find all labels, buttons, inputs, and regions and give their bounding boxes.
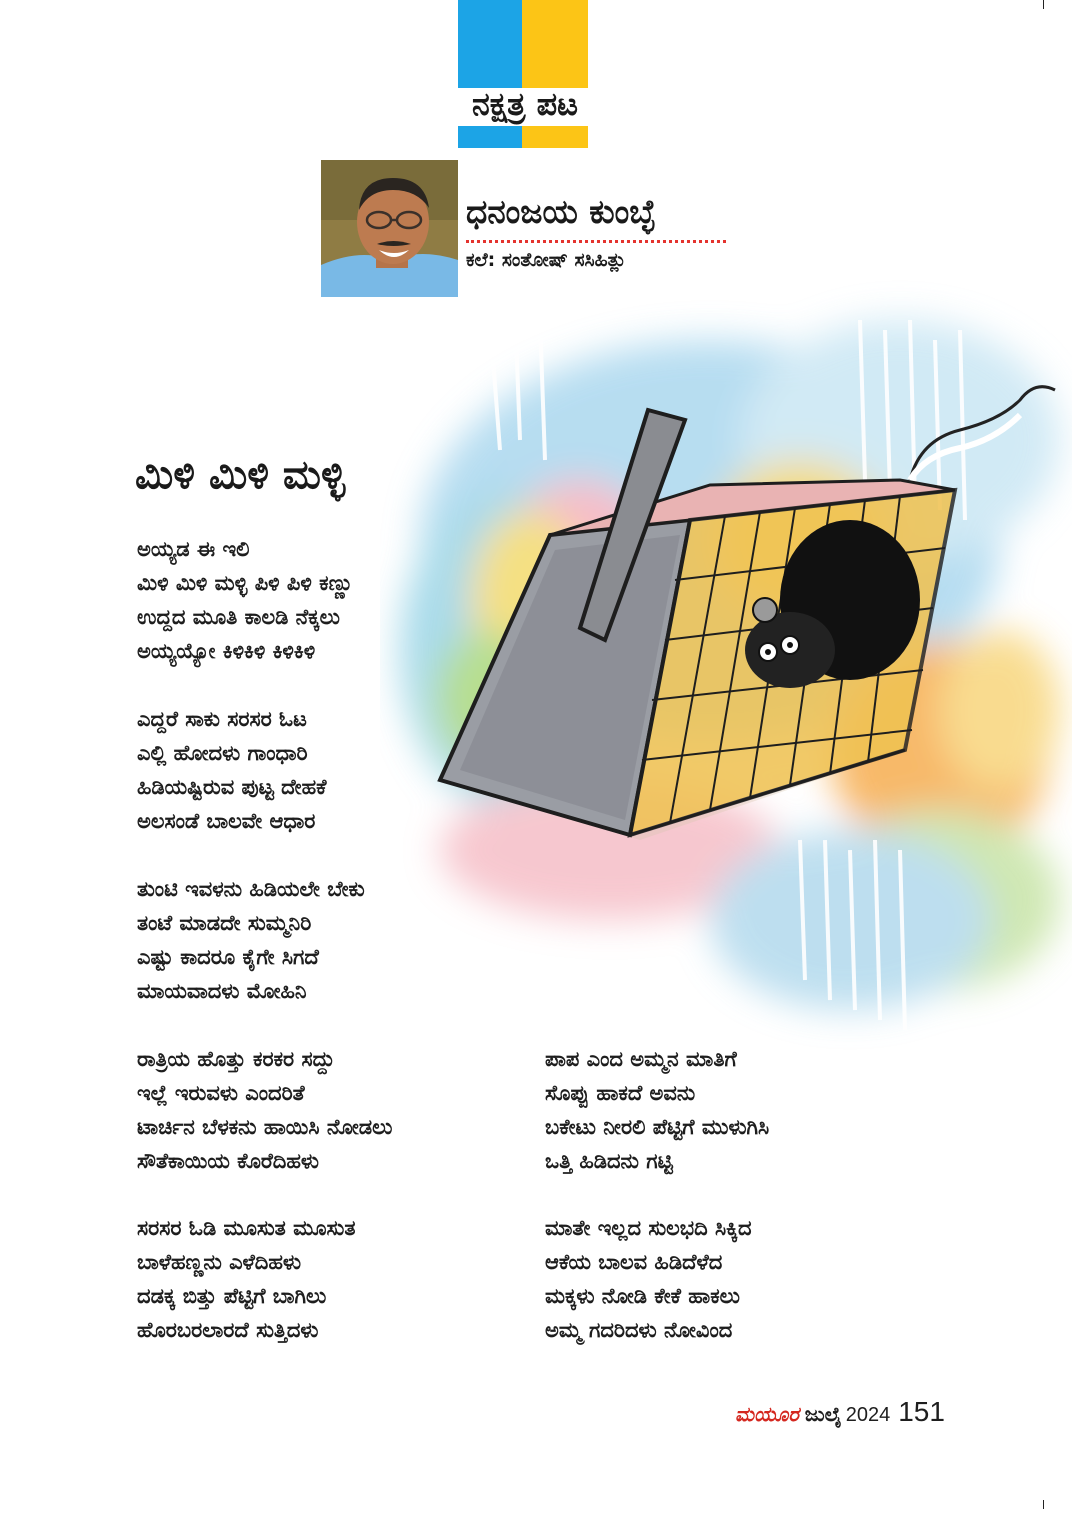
crop-mark — [1043, 1500, 1044, 1509]
poem-line: ರಾತ್ರಿಯ ಹೊತ್ತು ಕರಕರ ಸದ್ದು — [137, 1047, 335, 1071]
poem-line: ಸೊಪ್ಪು ಹಾಕದೆ ಅವನು — [545, 1081, 696, 1105]
section-block-yellow-bottom — [522, 126, 588, 148]
poem-line: ಬಾಳೆಹಣ್ಣನು ಎಳೆದಿಹಳು — [137, 1250, 301, 1274]
poem-stanza — [137, 1211, 557, 1347]
issue-month: ಜುಲೈ — [804, 1402, 842, 1426]
poem-line: ಎಲ್ಲಿ ಹೋದಳು ಗಾಂಧಾರಿ — [137, 741, 308, 765]
poem-line: ಅಮ್ಮ ಗದರಿದಳು ನೋವಿಂದ — [545, 1318, 733, 1342]
poem-line: ದಡಕ್ಕ ಬಿತ್ತು ಪೆಟ್ಟಿಗೆ ಬಾಗಿಲು — [137, 1284, 327, 1308]
poem-line: ಅಯ್ಯಡ ಈ ಇಲಿ — [137, 537, 250, 561]
page-footer — [735, 1396, 945, 1428]
poem-line: ಇಲ್ಲೆ ಇರುವಳು ಎಂದರಿತೆ — [137, 1081, 305, 1105]
author-divider — [466, 240, 726, 243]
poem-line: ಮಿಳಿ ಮಿಳಿ ಮಳ್ಳಿ ಪಿಳಿ ಪಿಳಿ ಕಣ್ಣು — [137, 571, 354, 595]
poem-title: ಮಿಳಿ ಮಿಳಿ ಮಳ್ಳಿ — [135, 452, 346, 498]
poem-line: ಟಾರ್ಚಿನ ಬೆಳಕನು ಹಾಯಿಸಿ ನೋಡಲು — [137, 1115, 393, 1139]
poem-line: ಎಷ್ಟು ಕಾದರೂ ಕೈಗೇ ಸಿಗದೆ — [137, 945, 319, 969]
poem-line: ಎದ್ದರೆ ಸಾಕು ಸರಸರ ಓಟ — [137, 707, 307, 731]
poem-line: ತುಂಟಿ ಇವಳನು ಹಿಡಿಯಲೇ ಬೇಕು — [137, 877, 365, 901]
crop-mark — [1043, 0, 1044, 9]
section-block-blue-bottom — [458, 126, 522, 148]
section-title: ನಕ್ಷತ್ರ ಪಟ — [472, 85, 578, 123]
poem-line: ಅಯ್ಯಯ್ಯೋ ಕಿಳಿಕಿಳಿ ಕಿಳಿಕಿಳಿ — [137, 639, 316, 663]
poem-line: ಆಕೆಯ ಬಾಲವ ಹಿಡಿದೆಳೆದ — [545, 1250, 723, 1274]
poem-line: ಮಕ್ಕಳು ನೋಡಿ ಕೇಕೆ ಹಾಕಲು — [545, 1284, 740, 1308]
poem-line: ಬಕೇಟು ನೀರಲಿ ಪೆಟ್ಟಿಗೆ ಮುಳುಗಿಸಿ — [545, 1115, 770, 1139]
poem-stanza — [137, 532, 557, 668]
poem-line: ಮಾತೇ ಇಲ್ಲದ ಸುಲಭದಿ ಸಿಕ್ಕಿದ — [545, 1216, 752, 1240]
author-name: ಧನಂಜಯ ಕುಂಬ್ಳೆ — [466, 192, 656, 231]
poem-line: ಉದ್ದದ ಮೂತಿ ಕಾಲಡಿ ನೆಕ್ಕಲು — [137, 605, 340, 629]
magazine-name: ಮಯೂರ — [735, 1402, 799, 1426]
illustration-credit: ಕಲೆ: ಸಂತೋಷ್ ಸಸಿಹಿತ್ಲು — [466, 249, 627, 271]
poem-stanza — [137, 1042, 557, 1178]
poem-line: ಮಾಯವಾದಳು ಮೋಹಿನಿ — [137, 979, 307, 1003]
poem-stanza — [137, 872, 557, 1008]
poem-line: ಅಲಸಂಡೆ ಬಾಲವೇ ಆಧಾರ — [137, 809, 316, 833]
poem-stanza — [137, 702, 557, 838]
section-block-blue — [458, 0, 522, 88]
section-block-yellow — [522, 0, 588, 88]
poem-line: ಒತ್ತಿ ಹಿಡಿದನು ಗಟ್ಟಿ — [545, 1149, 673, 1173]
author-photo — [321, 160, 458, 297]
issue-year: 2024 — [845, 1404, 891, 1426]
poem-stanza — [545, 1042, 965, 1178]
poem-line: ತಂಟೆ ಮಾಡದೇ ಸುಮ್ಮನಿರಿ — [137, 911, 312, 935]
poem-line: ಸೌತೆಕಾಯಿಯ ಕೊರೆದಿಹಳು — [137, 1149, 319, 1173]
poem-line: ಸರಸರ ಓಡಿ ಮೂಸುತ ಮೂಸುತ — [137, 1216, 356, 1240]
poem-stanza — [545, 1211, 965, 1347]
poem-line: ಪಾಪ ಎಂದ ಅಮ್ಮನ ಮಾತಿಗೆ — [545, 1047, 737, 1071]
page-number: 151 — [898, 1396, 945, 1427]
poem-line: ಹಿಡಿಯಷ್ಟಿರುವ ಪುಟ್ಟ ದೇಹಕೆ — [137, 775, 327, 799]
poem-line: ಹೊರಬರಲಾರದೆ ಸುತ್ತಿದಳು — [137, 1318, 319, 1342]
